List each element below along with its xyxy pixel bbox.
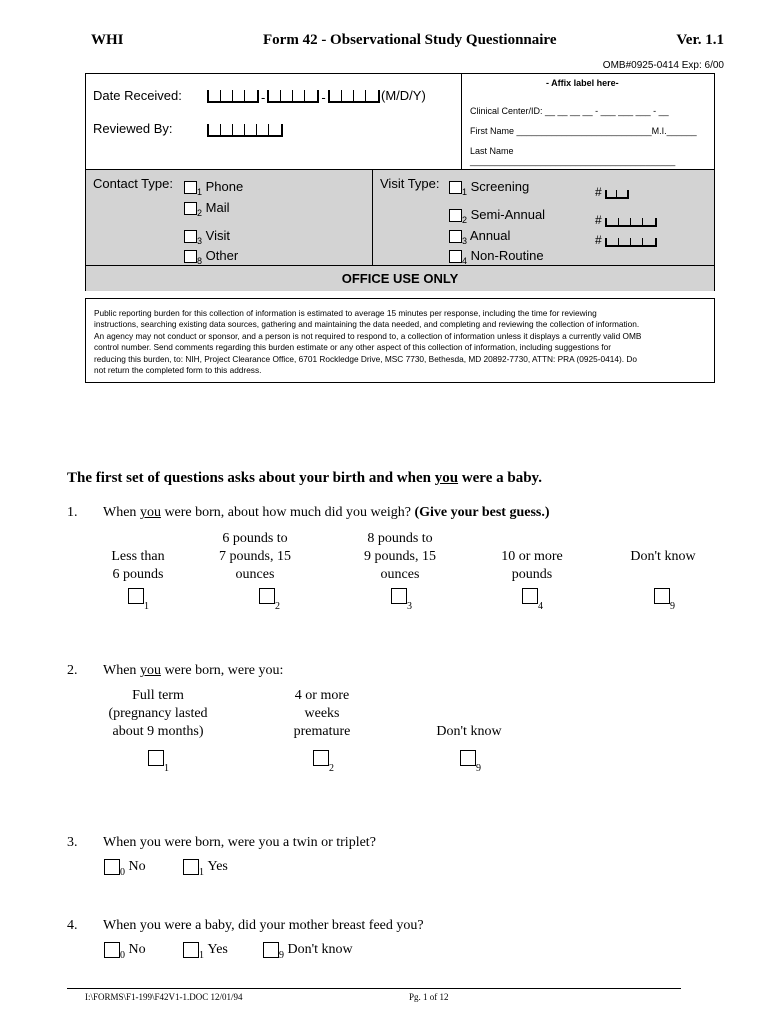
section-heading: The first set of questions asks about your birth and when you were a baby. — [67, 470, 542, 486]
annual-number-field[interactable]: # — [595, 233, 657, 247]
q1-number: 1. — [67, 505, 78, 520]
date-received-field[interactable]: - - — [207, 90, 380, 103]
date-day-boxes[interactable] — [267, 90, 319, 103]
q1-option-6-to-7: 6 pounds to 7 pounds, 15 ounces — [219, 531, 291, 582]
date-received-label: Date Received: — [93, 88, 182, 103]
q1-checkbox-9[interactable]: 9 — [654, 588, 675, 609]
q2-number: 2. — [67, 663, 78, 678]
contact-other[interactable]: $_8$ Other — [184, 248, 238, 263]
form-program: WHI — [91, 32, 124, 48]
q2-checkbox-2[interactable]: 2 — [313, 750, 334, 771]
date-year-boxes[interactable] — [328, 90, 380, 103]
visit-screening[interactable]: $_1$ Screening — [449, 179, 529, 194]
contact-type-label: Contact Type: — [93, 176, 173, 191]
footer-page-number: Pg. 1 of 12 — [409, 992, 449, 1002]
q4-text: When you were a baby, did your mother breast feed you? — [103, 918, 424, 933]
checkbox-icon[interactable] — [449, 181, 462, 194]
checkbox-icon[interactable] — [449, 230, 462, 243]
reviewed-by-field[interactable] — [207, 122, 283, 140]
q3-number: 3. — [67, 835, 78, 850]
semi-annual-number-field[interactable]: # — [595, 213, 657, 227]
q2-option-full-term: Full term (pregnancy lasted about 9 months) — [108, 688, 208, 739]
clinical-center-id[interactable]: Clinical Center/ID: __ __ __ __ - ___ ___ ___ - __ — [470, 106, 669, 116]
contact-mail[interactable]: $_2$ Mail — [184, 200, 229, 215]
q1-text: When you were born, about how much did you weigh? (Give your best guess.) — [103, 505, 550, 520]
date-format-label: (M/D/Y) — [381, 88, 426, 103]
q4-number: 4. — [67, 918, 78, 933]
q2-text: When you were born, were you: — [103, 663, 284, 678]
checkbox-icon[interactable] — [449, 250, 462, 263]
q1-option-8-to-9: 8 pounds to 9 pounds, 15 ounces — [364, 531, 436, 582]
date-month-boxes[interactable] — [207, 90, 259, 103]
footer-rule — [67, 988, 681, 989]
form-title: Form 42 - Observational Study Questionnaire — [263, 32, 557, 48]
q3-option-yes[interactable]: $_1$ Yes — [183, 859, 228, 875]
reviewed-by-label: Reviewed By: — [93, 121, 173, 136]
q1-checkbox-3[interactable]: 3 — [391, 588, 412, 609]
visit-type-label: Visit Type: — [380, 176, 440, 191]
affix-label: - Affix label here- — [546, 78, 619, 88]
q2-checkbox-1[interactable]: 1 — [148, 750, 169, 771]
q2-checkbox-9[interactable]: 9 — [460, 750, 481, 771]
q4-option-yes[interactable]: $_1$ Yes — [183, 942, 228, 958]
last-name-field[interactable]: Last Name _________________________________________ — [470, 146, 676, 166]
contact-phone[interactable]: $_1$ Phone — [184, 179, 243, 194]
visit-non-routine[interactable]: $_4$ Non-Routine — [449, 248, 544, 263]
q4-option-no[interactable]: $_0$ No — [104, 942, 146, 958]
q4-option-dont-know[interactable]: $_9$ Don't know — [263, 942, 353, 958]
q1-checkbox-1[interactable]: 1 — [128, 588, 149, 609]
office-row-dates — [86, 74, 714, 170]
q1-option-dont-know: Don't know — [630, 549, 696, 564]
visit-annual[interactable]: $_3$ Annual — [449, 228, 510, 243]
q3-option-no[interactable]: $_0$ No — [104, 859, 146, 875]
omb-number: OMB#0925-0414 Exp: 6/00 — [602, 60, 724, 71]
q1-option-less-than-6: Less than 6 pounds — [111, 549, 165, 582]
first-name-field[interactable]: First Name ___________________________M.I.______ — [470, 126, 697, 136]
checkbox-icon[interactable] — [184, 202, 197, 215]
footer-file-path: I:\FORMS\F1-199\F42V1-1.DOC 12/01/94 — [85, 992, 243, 1002]
screening-number-field[interactable]: # — [595, 185, 629, 199]
contact-visit[interactable]: $_3$ Visit — [184, 228, 230, 243]
office-use-only-label: OFFICE USE ONLY — [341, 271, 459, 286]
form-version: Ver. 1.1 — [676, 32, 724, 48]
office-use-only-bar — [86, 266, 714, 291]
q2-option-dont-know: Don't know — [436, 724, 502, 739]
q1-checkbox-4[interactable]: 4 — [522, 588, 543, 609]
visit-semi-annual[interactable]: $_2$ Semi-Annual — [449, 207, 545, 222]
checkbox-icon[interactable] — [184, 181, 197, 194]
checkbox-icon[interactable] — [184, 250, 197, 263]
q1-option-10-or-more: 10 or more pounds — [501, 549, 563, 582]
office-use-box — [85, 73, 715, 291]
checkbox-icon[interactable] — [184, 230, 197, 243]
burden-statement: Public reporting burden for this collection of information is estimated to average 15 minutes per response, including the time for reviewing instructions, searching existing data sources, gathering and maintaining the data needed, and completing and reviewing the collection of information. An agency may not conduct or sponsor, and a person is not required to respond to, a collection of information unless it displays a currently valid OMB control number. Send comments regarding this burden estimate or any other aspect of this collection of information, including suggestions for reducing this burden, to: NIH, Project Clearance Office, 6701 Rockledge Drive, MSC 7730, Bethesda, MD 20892-7730, ATTN: PRA (0925-0414). Do not return the completed form to this address. — [85, 298, 715, 383]
office-row-types — [86, 170, 714, 266]
checkbox-icon[interactable] — [449, 209, 462, 222]
q2-option-premature: 4 or more weeks premature — [293, 688, 351, 739]
q3-text: When you were born, were you a twin or triplet? — [103, 835, 376, 850]
q1-checkbox-2[interactable]: 2 — [259, 588, 280, 609]
